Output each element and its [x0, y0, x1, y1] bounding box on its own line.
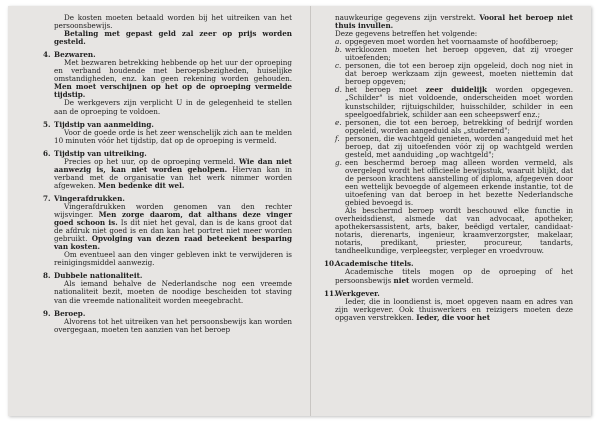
list-item: d. het beroep moet zeer duidelijk worden opgegeven. „Schilder" is niet voldoende, onderscheiden moet worden kunstschilder, rijtuigschilder, huisschilder, schilder in een speelgoedfabriek, schilder aan een scheepswerf enz.;: [335, 85, 573, 119]
section-4-text: Met bezwaren betrekking hebbende op het uur der oproeping en verband houdende met beroepsbezigheden, huiselijke omstandigheden, enz. kan geen rekening worden gehouden. Men moet verschijnen op het op de oproeping vermelde tijdstip.: [54, 58, 292, 100]
payment-note: Betaling met gepast geld zal zeer op prijs worden gesteld.: [54, 29, 292, 47]
profession-intro: nauwkeurige gegevens zijn verstrekt. Vooral het beroep niet thuis invullen.: [335, 13, 573, 31]
list-item: a. opgegeven moet worden het voornaamste of hoofdberoep;: [335, 37, 559, 47]
section-7-text-2: Om eventueel aan den vinger gebleven inkt te verwijderen is reinigingsmiddel aanwezig.: [54, 250, 292, 268]
section-10-text: Academische titels mogen op de oproeping of het persoonsbewijs niet worden vermeld.: [335, 267, 573, 285]
section-7-text: Vingerafdrukken worden genomen van den rechter wijsvinger. Men zorge daarom, dat althans deze vinger goed schoon is. Is dit niet het geval, dan is de kans groot dat de afdruk niet goed is en dan kan het portret niet meer worden gebruikt. Opvolging van dezen raad beteekent besparing van kosten.: [54, 201, 292, 252]
list-item: e. personen, die tot een beroep, betrekking of bedrijf worden opgeleid, worden aangeduid als „studerend";: [335, 117, 573, 135]
section-6-heading: 6. Tijdstip van uitreiking.: [43, 148, 147, 158]
section-5-text: Voor de goede orde is het zeer wenschelijk zich aan te melden 10 minuten vóór het tijdstip, dat op de oproeping is vermeld.: [54, 127, 292, 145]
section-9-text: Alvorens tot het uitreiken van het persoonsbewijs kan worden overgegaan, moeten ten aanzien van het beroep: [54, 316, 292, 334]
section-11-heading: 11.Werkgever.: [324, 288, 380, 298]
left-page: [43, 13, 292, 334]
section-9-heading: 9. Beroep.: [43, 308, 86, 318]
list-item: b. werkloozen moeten het beroep opgeven, dat zij vroeger uitoefenden;: [335, 45, 573, 63]
section-6-text: Precies op het uur, op de oproeping vermeld. Wie dan niet aanwezig is, kan niet worden geholpen. Hiervan kan in verband met de organisatie van het werk nimmer worden afgeweken. Men bedenke dit wel.: [54, 156, 292, 190]
cost-note: De kosten moeten betaald worden bij het uitreiken van het persoonsbewijs.: [54, 13, 292, 31]
list-item: c. personen, die tot een beroep zijn opgeleid, doch nog niet in dat beroep werkzaam zijn geweest, moeten niettemin dat beroep opgeven;: [335, 61, 573, 87]
section-11-text: Ieder, die in loondienst is, moet opgeven naam en adres van zijn werkgever. Ook thuiswerkers en reizigers moeten deze opgaven verstrekken. Ieder, die voor het: [335, 296, 573, 322]
section-4-text-2: De werkgevers zijn verplicht U in de gelegenheid te stellen aan de oproeping te voldoen.: [54, 98, 292, 116]
protected-professions: Als beschermd beroep wordt beschouwd elke functie in overheidsdienst, alsmede dat van advocaat, apotheker, apothekersassistent, arts, baker, beëdigd vertaler, candidaat-notaris, dierenarts, ingenieur, kraamverzorgster, makelaar, notaris, predikant, priester, procureur, tandarts, tandheelkundige, verpleegster, verpleger en vroedvrouw.: [335, 206, 573, 256]
page-fold: [310, 6, 311, 416]
document-sheet: [8, 6, 591, 416]
section-8-text: Als iemand behalve de Nederlandsche nog een vreemde nationaliteit bezit, moeten de noodige bescheiden tot staving van die vreemde nationaliteit worden meegebracht.: [54, 279, 292, 305]
right-page: [324, 13, 573, 322]
section-4-heading: 4. Bezwaren.: [43, 50, 96, 60]
section-7-heading: 7. Vingerafdrukken.: [43, 193, 125, 203]
list-item: g. een beschermd beroep mag alleen worden vermeld, als overgelegd wordt het officieele bewijsstuk, waaruit blijkt, dat de persoon krachtens aanstelling of diploma, afgegeven door een wettelijk bevoegde of algemeen erkende instantie, tot de uitoefening van dat beroep in het bezette Nederlandsche gebied bevoegd is.: [335, 157, 573, 208]
section-8-heading: 8. Dubbele nationaliteit.: [43, 271, 143, 281]
profession-intro-2: Deze gegevens betreffen het volgende:: [335, 29, 478, 39]
list-item: f. personen, die wachtgeld genieten, worden aangeduid met het beroep, dat zij uitoefenden vóór zij op wachtgeld werden gesteld, met aanduiding „op wachtgeld";: [335, 133, 573, 159]
profession-rules-list: [335, 38, 573, 207]
section-5-heading: 5. Tijdstip van aanmelding.: [43, 119, 154, 129]
section-10-heading: 10.Academische titels.: [324, 259, 414, 269]
